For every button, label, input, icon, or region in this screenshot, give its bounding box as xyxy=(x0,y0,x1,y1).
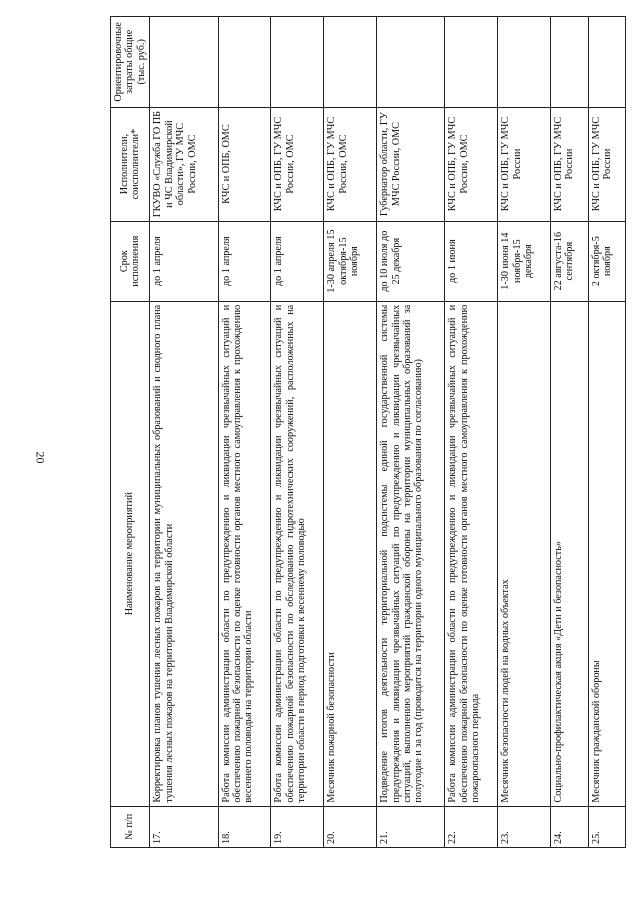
row-num: 22. xyxy=(445,806,498,847)
row-num: 25. xyxy=(588,806,626,847)
events-table-container xyxy=(110,16,626,848)
header-term: Срок исполнения xyxy=(111,221,150,301)
row-term: до 1 июня xyxy=(445,221,498,301)
row-term: до 1 апреля xyxy=(271,221,324,301)
row-term: 1-30 июня 14 ноября-15 декабря xyxy=(498,221,551,301)
table-row xyxy=(218,17,271,848)
header-name: Наименование мероприятий xyxy=(111,301,150,806)
row-term: до 10 июля до 25 декабря xyxy=(377,221,445,301)
row-cost xyxy=(588,17,626,108)
row-cost xyxy=(150,17,218,108)
page-number: 20 xyxy=(33,451,48,464)
table-row xyxy=(588,17,626,848)
row-name: Работа комиссии администрации области по предупреждению и ликвидации чрезвычайных ситуаций и обеспечению пожарной безопасности по оценке готовности органов местного самоуправления к прохождению весеннего половодья на территории области xyxy=(218,301,271,806)
events-table xyxy=(110,16,626,848)
table-row xyxy=(551,17,588,848)
table-row xyxy=(377,17,445,848)
row-name: Работа комиссии администрации области по предупреждению и ликвидации чрезвычайных ситуаций и обеспечению пожарной безопасности по обследованию гидротехнических сооружений, расположенных на территории области в период подготовки к весеннему половодью xyxy=(271,301,324,806)
header-num: № п/п xyxy=(111,806,150,847)
table-row xyxy=(445,17,498,848)
table-row xyxy=(150,17,218,848)
row-name: Корректировка планов тушения лесных пожаров на территории муниципальных образований и сводного плана тушения лесных пожаров на территории Владимирской области xyxy=(150,301,218,806)
row-exec: КЧС и ОПБ, ОМС xyxy=(218,107,271,221)
row-num: 20. xyxy=(324,806,377,847)
row-num: 17. xyxy=(150,806,218,847)
row-cost xyxy=(324,17,377,108)
header-exec: Исполнители, соисполнители* xyxy=(111,107,150,221)
row-num: 21. xyxy=(377,806,445,847)
row-cost xyxy=(271,17,324,108)
row-num: 19. xyxy=(271,806,324,847)
row-num: 23. xyxy=(498,806,551,847)
row-term: 22 августа-16 сентября xyxy=(551,221,588,301)
row-name: Месячник безопасности людей на водных объектах xyxy=(498,301,551,806)
row-cost xyxy=(445,17,498,108)
header-cost: Ориентировочные затраты общие (тыс. руб.) xyxy=(111,17,150,108)
row-exec: КЧС и ОПБ, ГУ МЧС России, ОМС xyxy=(324,107,377,221)
row-name: Месячник гражданской обороны xyxy=(588,301,626,806)
row-exec: КЧС и ОПБ, ГУ МЧС России xyxy=(498,107,551,221)
row-cost xyxy=(377,17,445,108)
row-term: до 1 апреля xyxy=(218,221,271,301)
row-name: Социально-профилактическая акция «Дети и безопасность» xyxy=(551,301,588,806)
row-term: 1-30 апреля 15 октября-15 ноября xyxy=(324,221,377,301)
table-header-row xyxy=(111,17,150,848)
row-cost xyxy=(498,17,551,108)
row-exec: ГКУВО «Служба ГО ПБ и ЧС Владимирской области», ГУ МЧС России, ОМС xyxy=(150,107,218,221)
row-term: 2 октября-5 ноября xyxy=(588,221,626,301)
row-exec: КЧС и ОПБ, ГУ МЧС России, ОМС xyxy=(271,107,324,221)
row-cost xyxy=(218,17,271,108)
row-exec: КЧС и ОПБ, ГУ МЧС России xyxy=(551,107,588,221)
row-num: 24. xyxy=(551,806,588,847)
table-row xyxy=(498,17,551,848)
row-name: Подведение итогов деятельности территориальной подсистемы единой государственной системы предупреждения и ликвидации чрезвычайных ситуаций по предупреждению и ликвидации чрезвычайных ситуаций, выполнению мероприятий гражданской обороны на территории муниципальных образований за полугодие и за год (проводится на территории одного муниципального образования по согласованию) xyxy=(377,301,445,806)
row-num: 18. xyxy=(218,806,271,847)
row-exec: КЧС и ОПБ, ГУ МЧС России xyxy=(588,107,626,221)
row-exec: Губернатор области, ГУ МЧС России, ОМС xyxy=(377,107,445,221)
row-exec: КЧС и ОПБ, ГУ МЧС России, ОМС xyxy=(445,107,498,221)
table-row xyxy=(324,17,377,848)
row-term: до 1 апреля xyxy=(150,221,218,301)
row-cost xyxy=(551,17,588,108)
row-name: Работа комиссии администрации области по предупреждению и ликвидации чрезвычайных ситуаций и обеспечению пожарной безопасности по оценке готовности органов местного самоуправления к прохождению пожароопасного периода xyxy=(445,301,498,806)
row-name: Месячник пожарной безопасности xyxy=(324,301,377,806)
table-row xyxy=(271,17,324,848)
